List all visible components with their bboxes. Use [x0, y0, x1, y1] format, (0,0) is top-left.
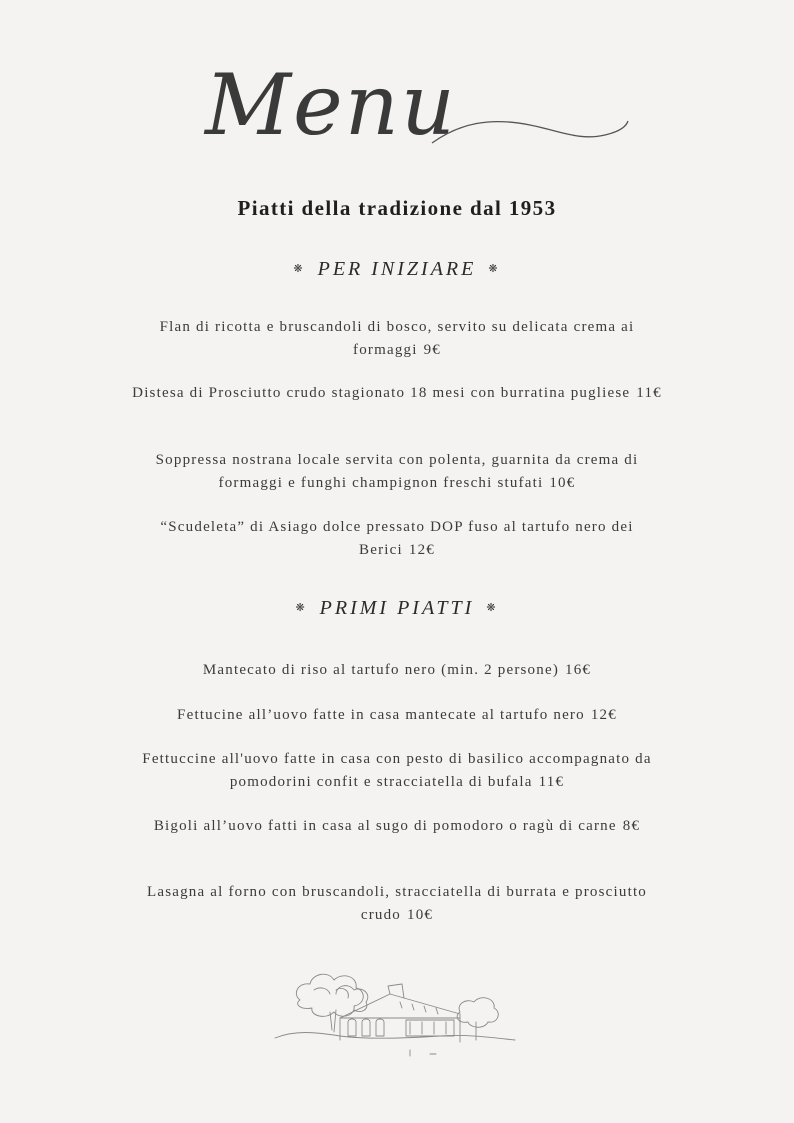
menu-subtitle: Piatti della tradizione dal 1953 — [237, 196, 557, 220]
flower-icon: ❋ — [293, 262, 306, 275]
menu-item-price: 11€ — [538, 774, 565, 790]
menu-item-description: Lasagna al forno con bruscandoli, stracciatella di burrata e prosciutto crudo — [146, 884, 648, 923]
section-heading-per-iniziare — [0, 258, 794, 281]
menu-item-price: 10€ — [407, 907, 434, 923]
flower-icon: ❋ — [488, 262, 501, 275]
menu-item-description: Flan di ricotta e bruscandoli di bosco, servito su delicata crema ai formaggi — [159, 319, 635, 358]
menu-item-description: Distesa di Prosciutto crudo stagionato 18 mesi con burratina pugliese — [132, 385, 631, 401]
menu-item — [130, 881, 664, 927]
menu-item-price: 16€ — [565, 662, 592, 678]
flower-icon: ❋ — [295, 601, 308, 614]
menu-item-description: Fettuccine all'uovo fatte in casa con pesto di basilico accompagnato da pomodorini confit e stracciatella di bufala — [142, 751, 652, 790]
menu-title: Menu — [205, 56, 457, 154]
section-heading-label: PRIMI PIATTI — [319, 597, 475, 619]
section-heading-label: PER INIZIARE — [317, 258, 477, 280]
menu-item — [130, 382, 664, 405]
menu-item-price: 10€ — [549, 475, 576, 491]
menu-item-description: Mantecato di riso al tartufo nero (min. 2 persone) — [202, 662, 560, 678]
title-flourish-icon — [430, 113, 630, 153]
menu-item-price: 9€ — [423, 342, 441, 358]
menu-item — [130, 815, 664, 838]
menu-item — [130, 704, 664, 727]
menu-title-block — [0, 55, 794, 175]
menu-item-description: “Scudeleta” di Asiago dolce pressato DOP fuso al tartufo nero dei Berici — [160, 519, 634, 558]
menu-item — [115, 748, 679, 794]
menu-item-description: Fettucine all’uovo fatte in casa mantecate al tartufo nero — [177, 707, 585, 723]
flower-icon: ❋ — [486, 601, 499, 614]
menu-item — [130, 449, 664, 495]
menu-item-price: 8€ — [622, 818, 641, 834]
villa-sketch-icon — [270, 960, 520, 1070]
menu-item-description: Bigoli all’uovo fatti in casa al sugo di pomodoro o ragù di carne — [153, 818, 617, 834]
menu-item-price: 12€ — [408, 542, 435, 558]
menu-item — [130, 316, 664, 362]
menu-item — [130, 659, 664, 682]
menu-item-description: Soppressa nostrana locale servita con polenta, guarnita da crema di formaggi e funghi champignon freschi stufati — [155, 452, 639, 491]
menu-item-price: 12€ — [590, 707, 617, 723]
section-heading-primi-piatti — [0, 597, 794, 620]
menu-item-price: 11€ — [636, 385, 662, 401]
menu-item — [130, 516, 664, 562]
